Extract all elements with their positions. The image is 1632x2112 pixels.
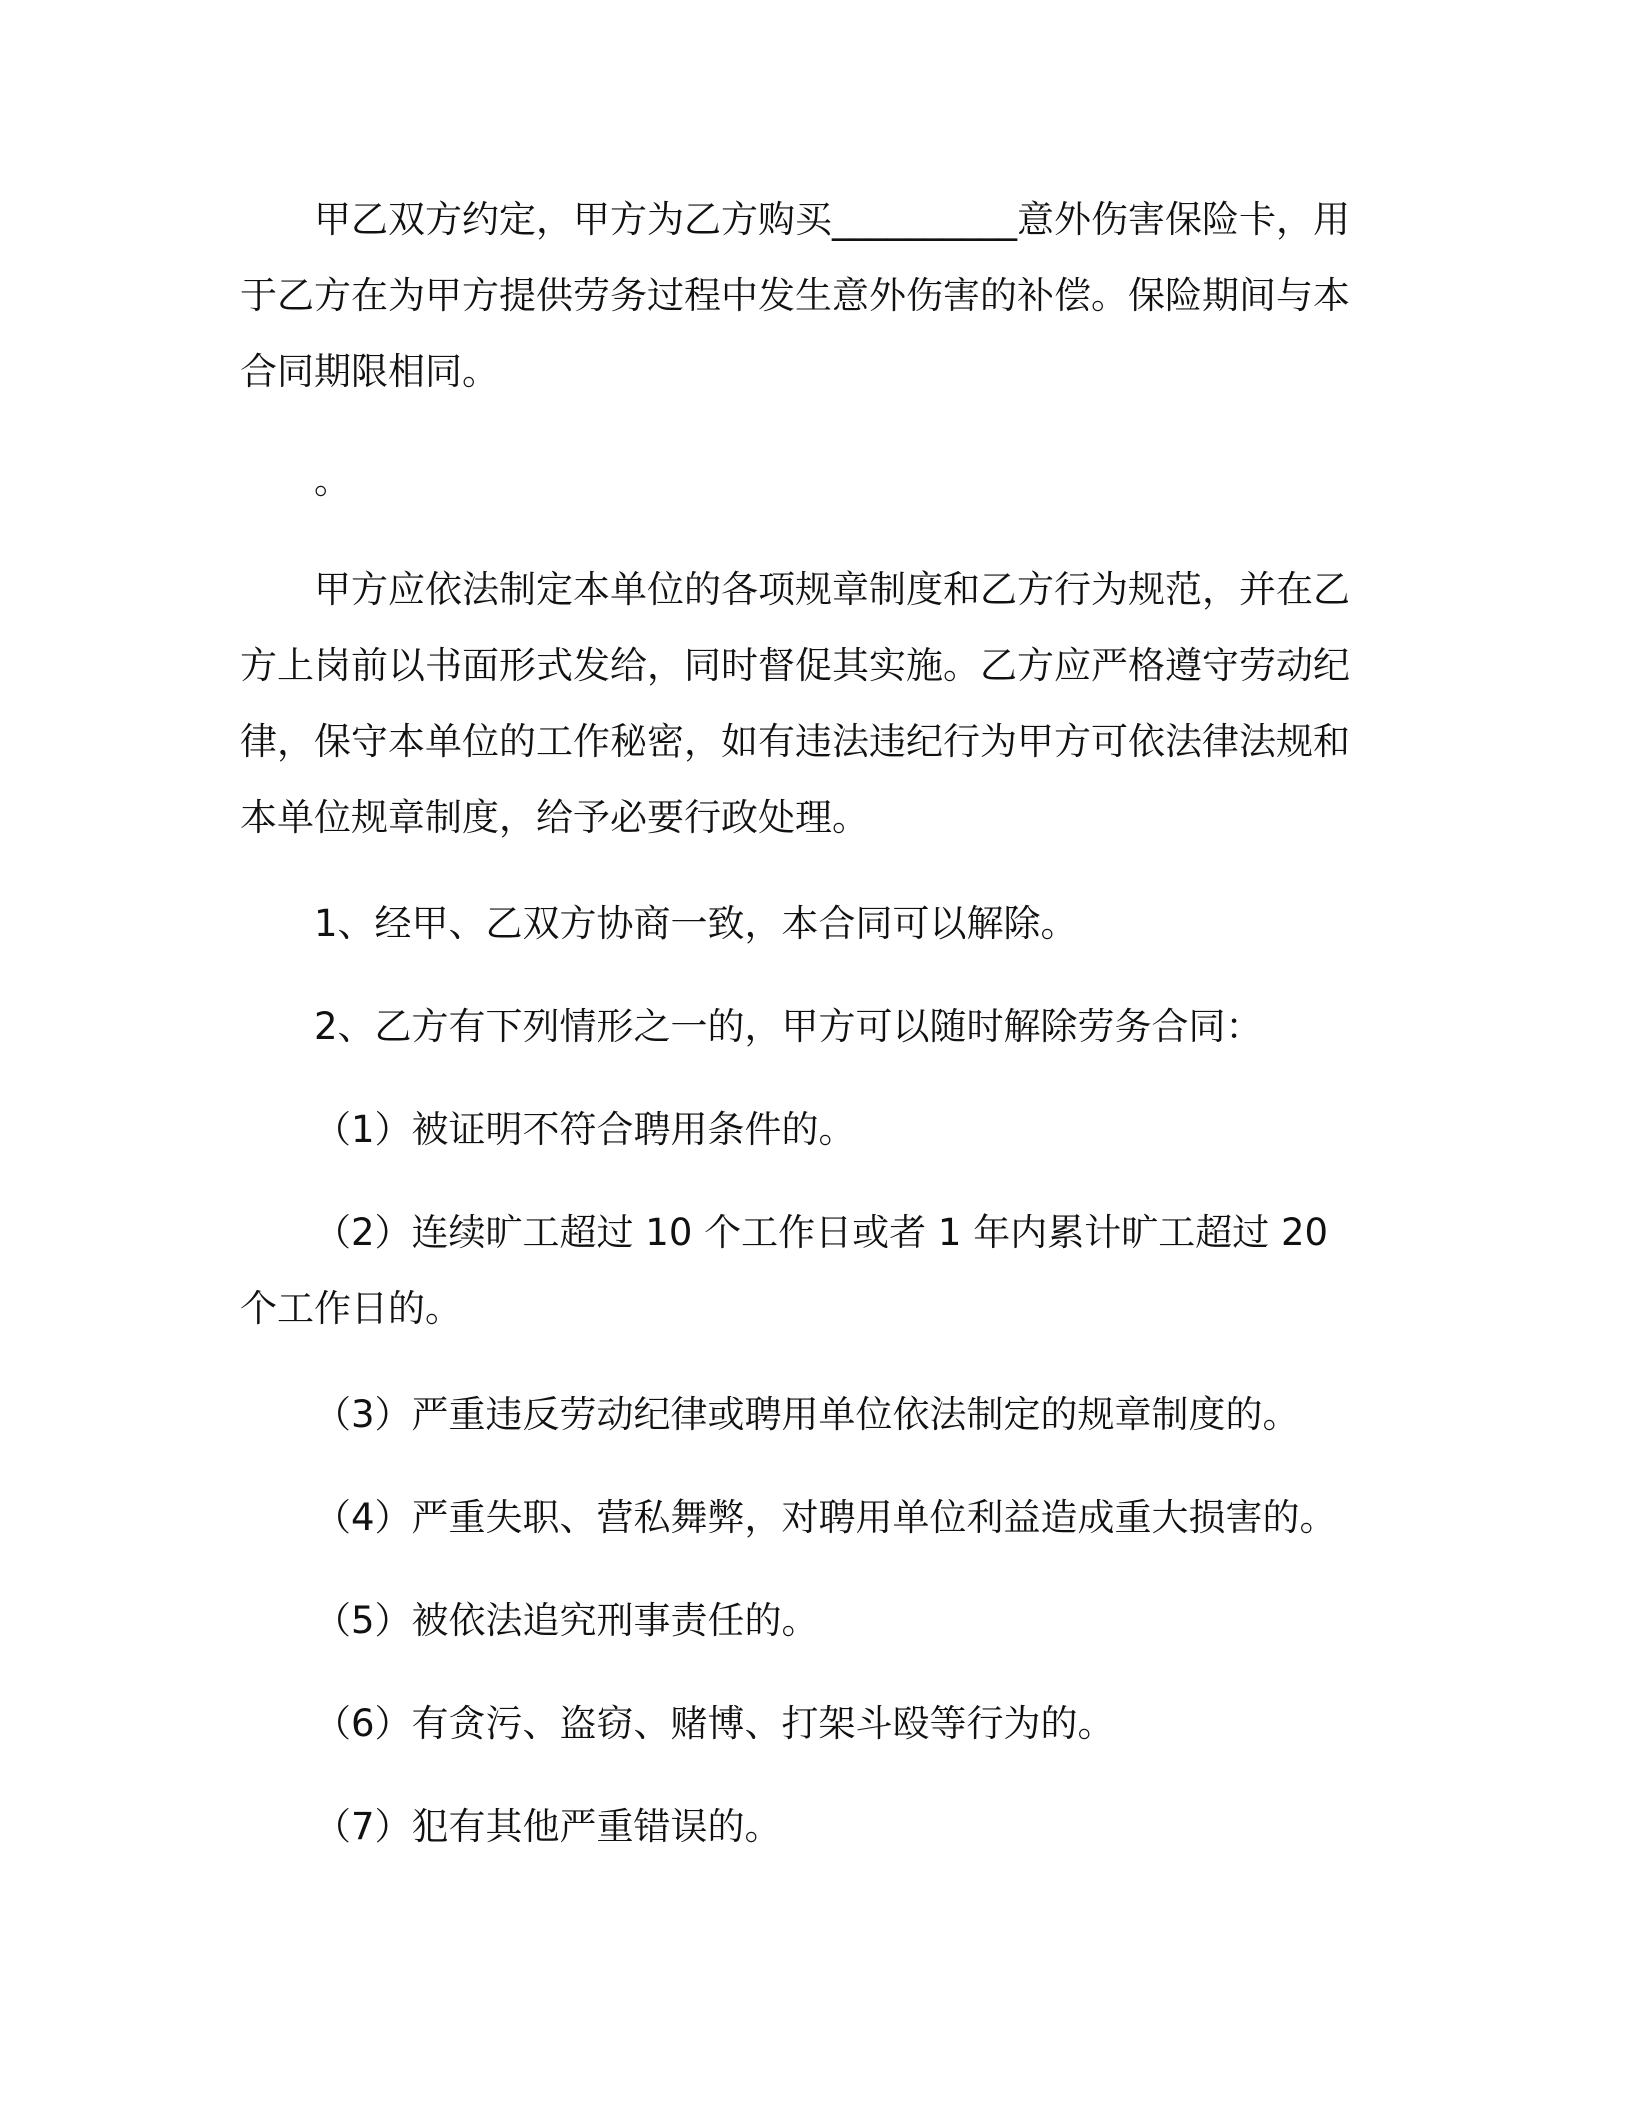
list-item-condition-1: （1）被证明不符合聘用条件的。 bbox=[314, 1108, 856, 1151]
list-item-condition-5: （5）被依法追究刑事责任的。 bbox=[314, 1599, 819, 1642]
paragraph-termination-2: 2、乙方有下列情形之一的，甲方可以随时解除劳务合同： bbox=[314, 1005, 1263, 1048]
list-item-condition-6: （6）有贪污、盗窃、赌博、打架斗殴等行为的。 bbox=[314, 1702, 1115, 1745]
document-body bbox=[240, 182, 1358, 1865]
paragraph-insurance-clause: 甲乙双方约定，甲方为乙方购买__________意外伤害保险卡，用于乙方在为甲方提供劳务过程中发生意外伤害的补偿。保险期间与本合同期限相同。 bbox=[240, 198, 1350, 393]
paragraph-period-mark: 。 bbox=[314, 459, 351, 502]
list-item-condition-7: （7）犯有其他严重错误的。 bbox=[314, 1805, 782, 1848]
paragraph-termination-1: 1、经甲、乙双方协商一致，本合同可以解除。 bbox=[314, 902, 1078, 945]
list-item-condition-3: （3）严重违反劳动纪律或聘用单位依法制定的规章制度的。 bbox=[314, 1393, 1300, 1436]
list-item-condition-2: （2）连续旷工超过 10 个工作日或者 1 年内累计旷工超过 20 个工作日的。 bbox=[240, 1211, 1329, 1330]
paragraph-rules-clause: 甲方应依法制定本单位的各项规章制度和乙方行为规范，并在乙方上岗前以书面形式发给，同时督促其实施。乙方应严格遵守劳动纪律，保守本单位的工作秘密，如有违法违纪行为甲方可依法律法规和本单位规章制度，给予必要行政处理。 bbox=[240, 568, 1350, 839]
list-item-condition-4: （4）严重失职、营私舞弊，对聘用单位利益造成重大损害的。 bbox=[314, 1496, 1337, 1539]
